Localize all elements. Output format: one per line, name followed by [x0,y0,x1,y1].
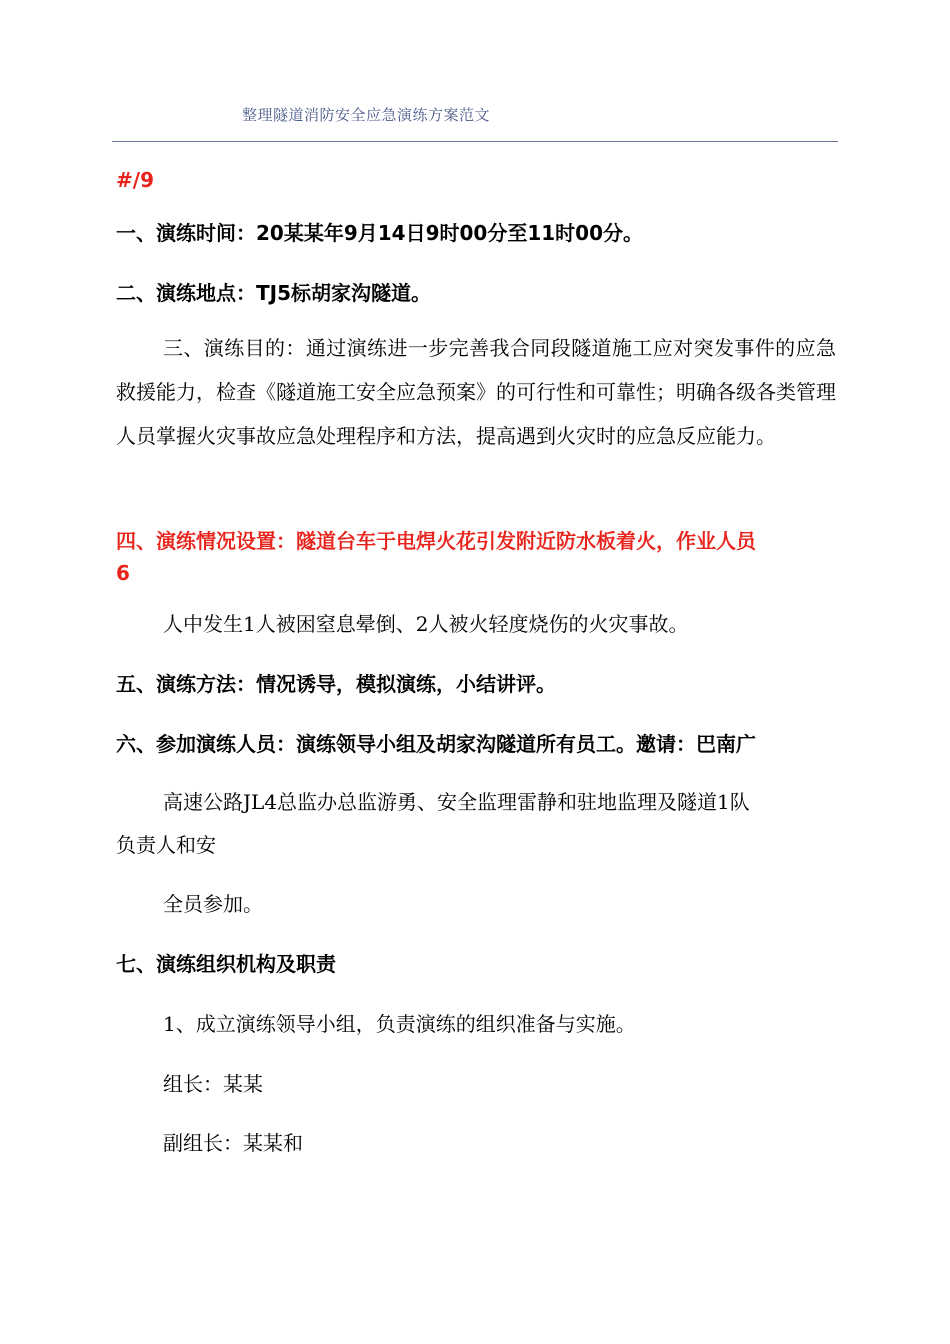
section-drill-scenario: 四、演练情况设置：隧道台车于电焊火花引发附近防水板着火，作业人员 [116,529,756,553]
organization-item-1: 1、成立演练领导小组，负责演练的组织准备与实施。 [163,1012,636,1036]
section-organization: 七、演练组织机构及职责 [116,952,336,976]
deputy-leader-line: 副组长：某某和 [163,1131,303,1155]
section-drill-purpose: 三、演练目的：通过演练进一步完善我合同段隧道施工应对突发事件的应急救援能力，检查《隧道施工安全应急预案》的可行性和可靠性；明确各级各类管理人员掌握火灾事故应急处理程序和方法，提高遇到火灾时的应急反应能力。 [116,336,836,448]
participants-detail-line3: 全员参加。 [163,892,263,916]
header-title: 整理隧道消防安全应急演练方案范文 [242,106,491,124]
section-drill-method: 五、演练方法：情况诱导，模拟演练，小结讲评。 [116,672,556,696]
leader-line: 组长：某某 [163,1072,263,1096]
section-drill-time: 一、演练时间：20某某年9月14日9时00分至11时00分。 [116,221,643,245]
section-participants: 六、参加演练人员：演练领导小组及胡家沟隧道所有员工。邀请：巴南广 [116,732,756,756]
header-divider [112,141,838,142]
section-drill-location: 二、演练地点：TJ5标胡家沟隧道。 [116,281,431,305]
participants-detail-line1: 高速公路JL4总监办总监游勇、安全监理雷静和驻地监理及隧道1队 [163,790,750,814]
page-marker: #/9 [116,168,154,192]
scenario-detail: 人中发生1人被困窒息晕倒、2人被火轻度烧伤的火灾事故。 [163,612,689,636]
participants-detail-line2: 负责人和安 [116,833,216,857]
section-drill-scenario-continued: 6 [116,561,130,585]
